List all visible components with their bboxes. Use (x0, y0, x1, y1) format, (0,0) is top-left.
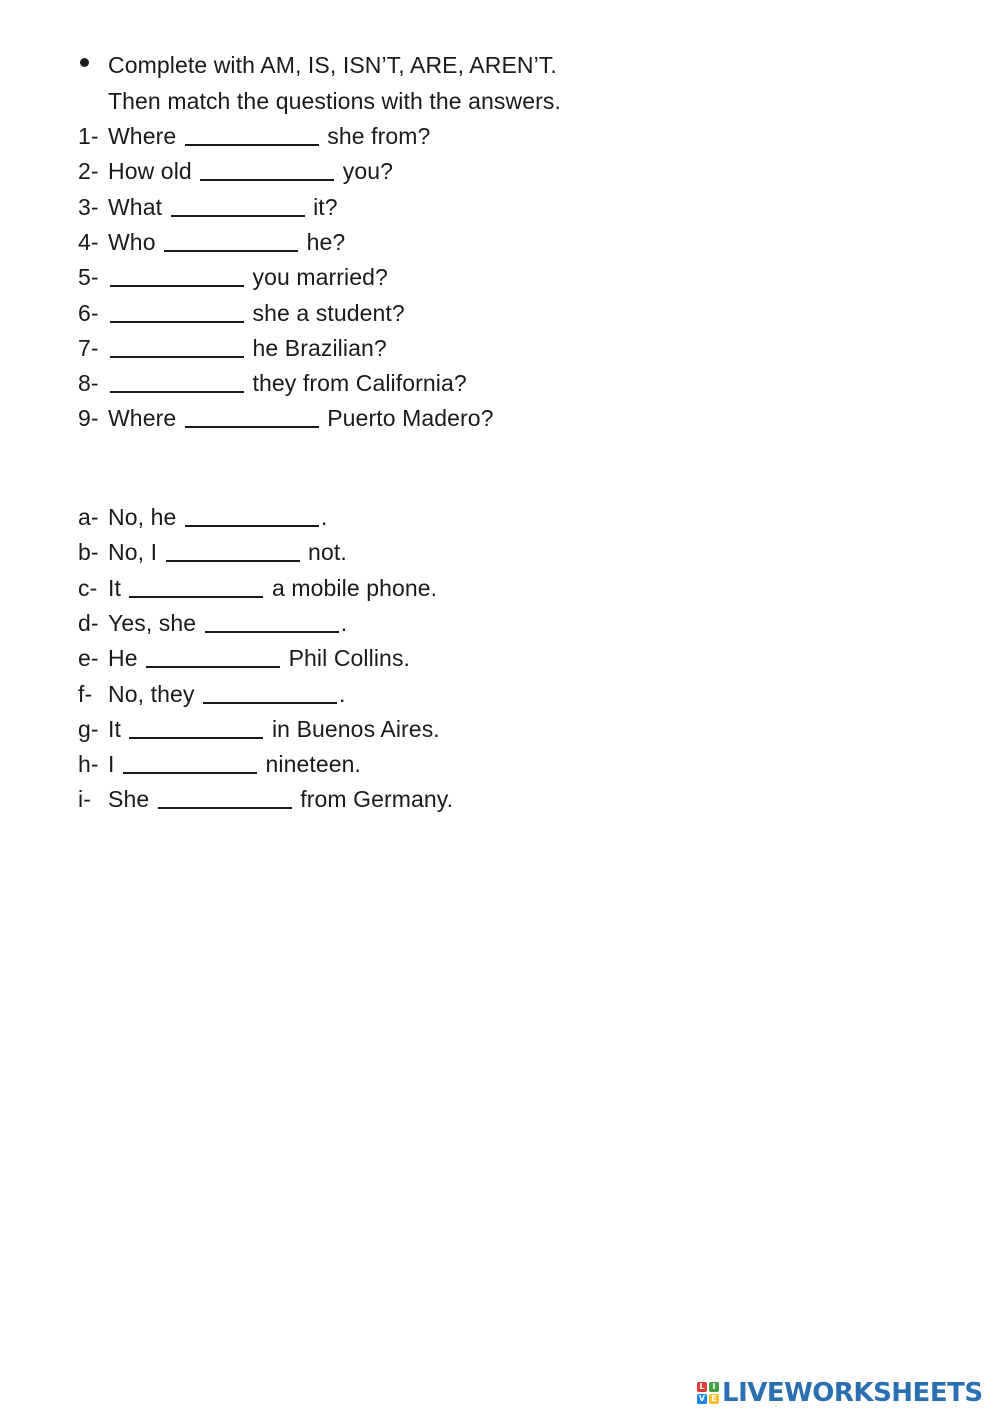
answer-text-after: . (340, 609, 348, 636)
question-text-after: you? (336, 158, 394, 185)
answer-text-before: No, he (108, 504, 183, 530)
question-text-after: he? (300, 228, 346, 255)
answer-number: g- (78, 715, 99, 742)
question-text-after: he Brazilian? (246, 334, 387, 361)
answer-text-after: from Germany. (293, 786, 454, 813)
answer-blank[interactable] (205, 609, 339, 633)
answer-blank[interactable] (200, 157, 334, 181)
answer-text-before: I (108, 751, 121, 778)
answer-blank[interactable] (110, 263, 244, 287)
question-item (78, 225, 345, 259)
answer-text-after: not. (301, 539, 347, 566)
answer-item (78, 535, 347, 569)
question-item (78, 260, 388, 294)
answer-item (78, 677, 345, 711)
question-item (78, 401, 494, 435)
answer-text-after: . (320, 504, 328, 530)
question-number: 9- (78, 405, 99, 432)
question-text-before: What (108, 193, 169, 220)
answer-text-after: Phil Collins. (282, 645, 411, 672)
answer-number: f- (78, 680, 93, 707)
question-item (78, 296, 405, 330)
answer-number: i- (78, 786, 91, 813)
answer-blank[interactable] (129, 715, 263, 739)
answer-number: c- (78, 574, 98, 601)
answer-item (78, 747, 361, 781)
answer-blank[interactable] (185, 404, 319, 428)
answer-blank[interactable] (129, 574, 263, 598)
answer-blank[interactable] (164, 228, 298, 252)
answer-text-before: It (108, 574, 128, 601)
logo-letter-i: I (709, 1382, 719, 1392)
answer-blank[interactable] (146, 644, 280, 668)
answer-number: b- (78, 539, 99, 566)
question-text-before: Where (108, 405, 183, 432)
answer-blank[interactable] (166, 538, 300, 562)
question-text-after: Puerto Madero? (320, 405, 494, 432)
answer-blank[interactable] (110, 299, 244, 323)
question-number: 3- (78, 193, 99, 220)
question-number: 1- (78, 123, 99, 149)
answer-blank[interactable] (110, 334, 244, 358)
question-item (78, 331, 387, 365)
answer-item (78, 712, 440, 746)
answer-text-before: He (108, 645, 145, 672)
logo-letter-l: L (697, 1382, 707, 1392)
bullet-icon (80, 58, 89, 67)
instruction-line-1: Complete with AM, IS, ISN’T, ARE, AREN’T. (108, 52, 557, 78)
answer-blank[interactable] (203, 680, 337, 704)
answer-text-after: in Buenos Aires. (265, 715, 440, 742)
brand-name: LIVEWORKSHEETS (722, 1378, 983, 1408)
question-text-after: it? (306, 193, 338, 220)
answer-item (78, 500, 327, 534)
answer-number: a- (78, 504, 99, 530)
question-text-after: they from California? (246, 370, 467, 397)
answer-number: d- (78, 609, 99, 636)
question-text-before: Where (108, 123, 183, 149)
logo-icon (697, 1382, 719, 1404)
question-number: 4- (78, 228, 99, 255)
liveworksheets-logo (697, 1378, 983, 1408)
question-number: 5- (78, 264, 99, 291)
question-text-before: Who (108, 228, 163, 255)
question-text-before: How old (108, 158, 199, 185)
answer-text-before: Yes, she (108, 609, 203, 636)
answer-blank[interactable] (158, 785, 292, 809)
question-number: 8- (78, 370, 99, 397)
answer-text-before: No, they (108, 680, 201, 707)
answer-item (78, 606, 347, 640)
question-number: 2- (78, 158, 99, 185)
answer-item (78, 782, 453, 816)
answer-blank[interactable] (110, 369, 244, 393)
answer-text-after: a mobile phone. (265, 574, 438, 601)
answer-text-before: It (108, 715, 128, 742)
answer-text-after: . (338, 680, 346, 707)
question-text-after: she a student? (246, 299, 405, 326)
answer-item (78, 641, 410, 675)
question-text-after: you married? (246, 264, 388, 291)
answer-text-after: nineteen. (258, 751, 362, 778)
instruction-line-2: Then match the questions with the answers. (108, 88, 561, 114)
logo-letter-v: V (698, 1394, 706, 1403)
question-text-after: she from? (320, 123, 431, 149)
answer-blank[interactable] (123, 750, 257, 774)
question-number: 7- (78, 334, 99, 361)
answer-blank[interactable] (171, 193, 305, 217)
answer-item (78, 571, 437, 605)
question-number: 6- (78, 299, 99, 326)
question-item (78, 119, 430, 153)
answer-number: e- (78, 645, 99, 672)
answer-text-before: No, I (108, 539, 164, 566)
logo-letter-e: E (709, 1394, 719, 1404)
question-item (78, 190, 338, 224)
answer-blank[interactable] (185, 122, 319, 146)
question-item (78, 154, 393, 188)
question-item (78, 366, 467, 400)
answer-text-before: She (108, 786, 156, 813)
answer-blank[interactable] (185, 503, 319, 527)
answer-number: h- (78, 751, 99, 778)
